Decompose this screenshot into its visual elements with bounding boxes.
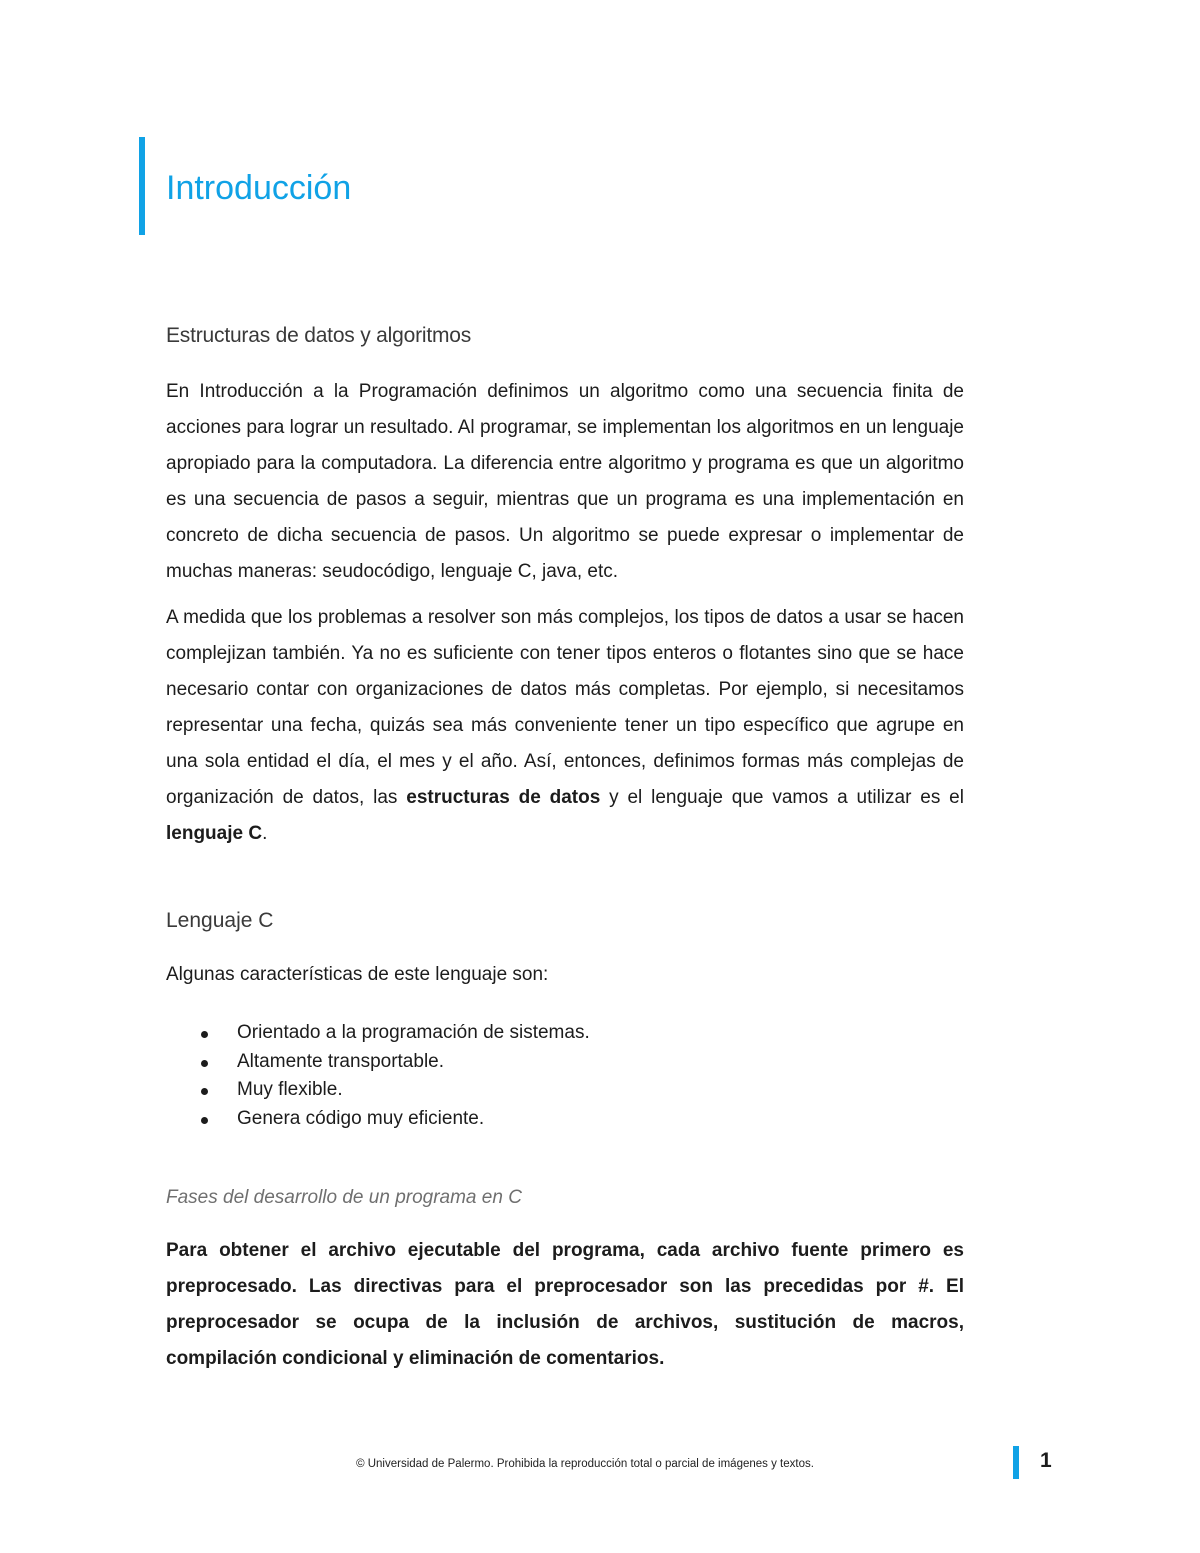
section-heading-lenguaje-c: Lenguaje C — [166, 909, 274, 932]
bullet-icon — [201, 1060, 208, 1067]
page-number: 1 — [1040, 1449, 1052, 1472]
subheading-fases: Fases del desarrollo de un programa en C — [166, 1187, 522, 1208]
paragraph-preprocesador: Para obtener el archivo ejecutable del programa, cada archivo fuente primero es preprocesado. Las directivas para el preprocesador son las precedidas por #. El preprocesador se ocupa de la inclusión de archivos, sustitución de macros, compilación condicional y eliminación de comentarios. — [166, 1240, 964, 1369]
title-accent-bar — [139, 137, 145, 235]
list-item-text: Genera código muy eficiente. — [237, 1107, 485, 1129]
list-item-text: Altamente transportable. — [237, 1050, 445, 1072]
bullet-icon — [201, 1117, 208, 1124]
paragraph-text: A medida que los problemas a resolver son más complejos, los tipos de datos a usar se hacen complejizan también. Ya no es suficiente con tener tipos enteros o flotantes sino que se hace necesario contar con organizaciones de datos más completas. Por ejemplo, si necesitamos representar una fecha, quizás sea más conveniente tener un tipo específico que agrupe en una sola entidad el día, el mes y el año. Así, entonces, definimos formas más complejas de organización de datos, las — [166, 607, 964, 808]
footer-accent-bar — [1013, 1446, 1019, 1479]
list-item-text: Orientado a la programación de sistemas. — [237, 1022, 590, 1043]
features-intro: Algunas características de este lenguaje son: — [166, 964, 549, 985]
list-item-text: Muy flexible. — [237, 1079, 343, 1100]
page-title: Introducción — [166, 169, 352, 207]
bold-term-estructuras: estructuras de datos — [406, 787, 601, 808]
paragraph-algoritmos: En Introducción a la Programación definimos un algoritmo como una secuencia finita de acciones para lograr un resultado. Al programar, se implementan los algoritmos en un lenguaje apropiado para la computadora. La diferencia entre algoritmo y programa es que un algoritmo es una secuencia de pasos a seguir, mientras que un programa es una implementación en concreto de dicha secuencia de pasos. Un algoritmo se puede expresar o implementar de muchas maneras: seudocódigo, lenguaje C, java, etc. — [166, 381, 964, 582]
document-body — [166, 320, 964, 1377]
bullet-icon — [201, 1031, 208, 1038]
list-item — [166, 1105, 964, 1134]
list-item — [166, 1019, 964, 1048]
list-item — [166, 1076, 964, 1105]
section-heading-estructuras: Estructuras de datos y algoritmos — [166, 324, 472, 347]
paragraph-text: y el lenguaje que vamos a utilizar es el — [600, 787, 964, 808]
bullet-icon — [201, 1088, 208, 1095]
list-item — [166, 1048, 964, 1077]
bold-term-lenguaje: lenguaje C — [166, 823, 263, 844]
paragraph-estructuras — [166, 600, 964, 852]
paragraph-text: . — [262, 823, 268, 844]
footer-copyright: © Universidad de Palermo. Prohibida la reproducción total o parcial de imágenes y textos. — [356, 1458, 814, 1470]
features-list — [166, 1019, 964, 1133]
